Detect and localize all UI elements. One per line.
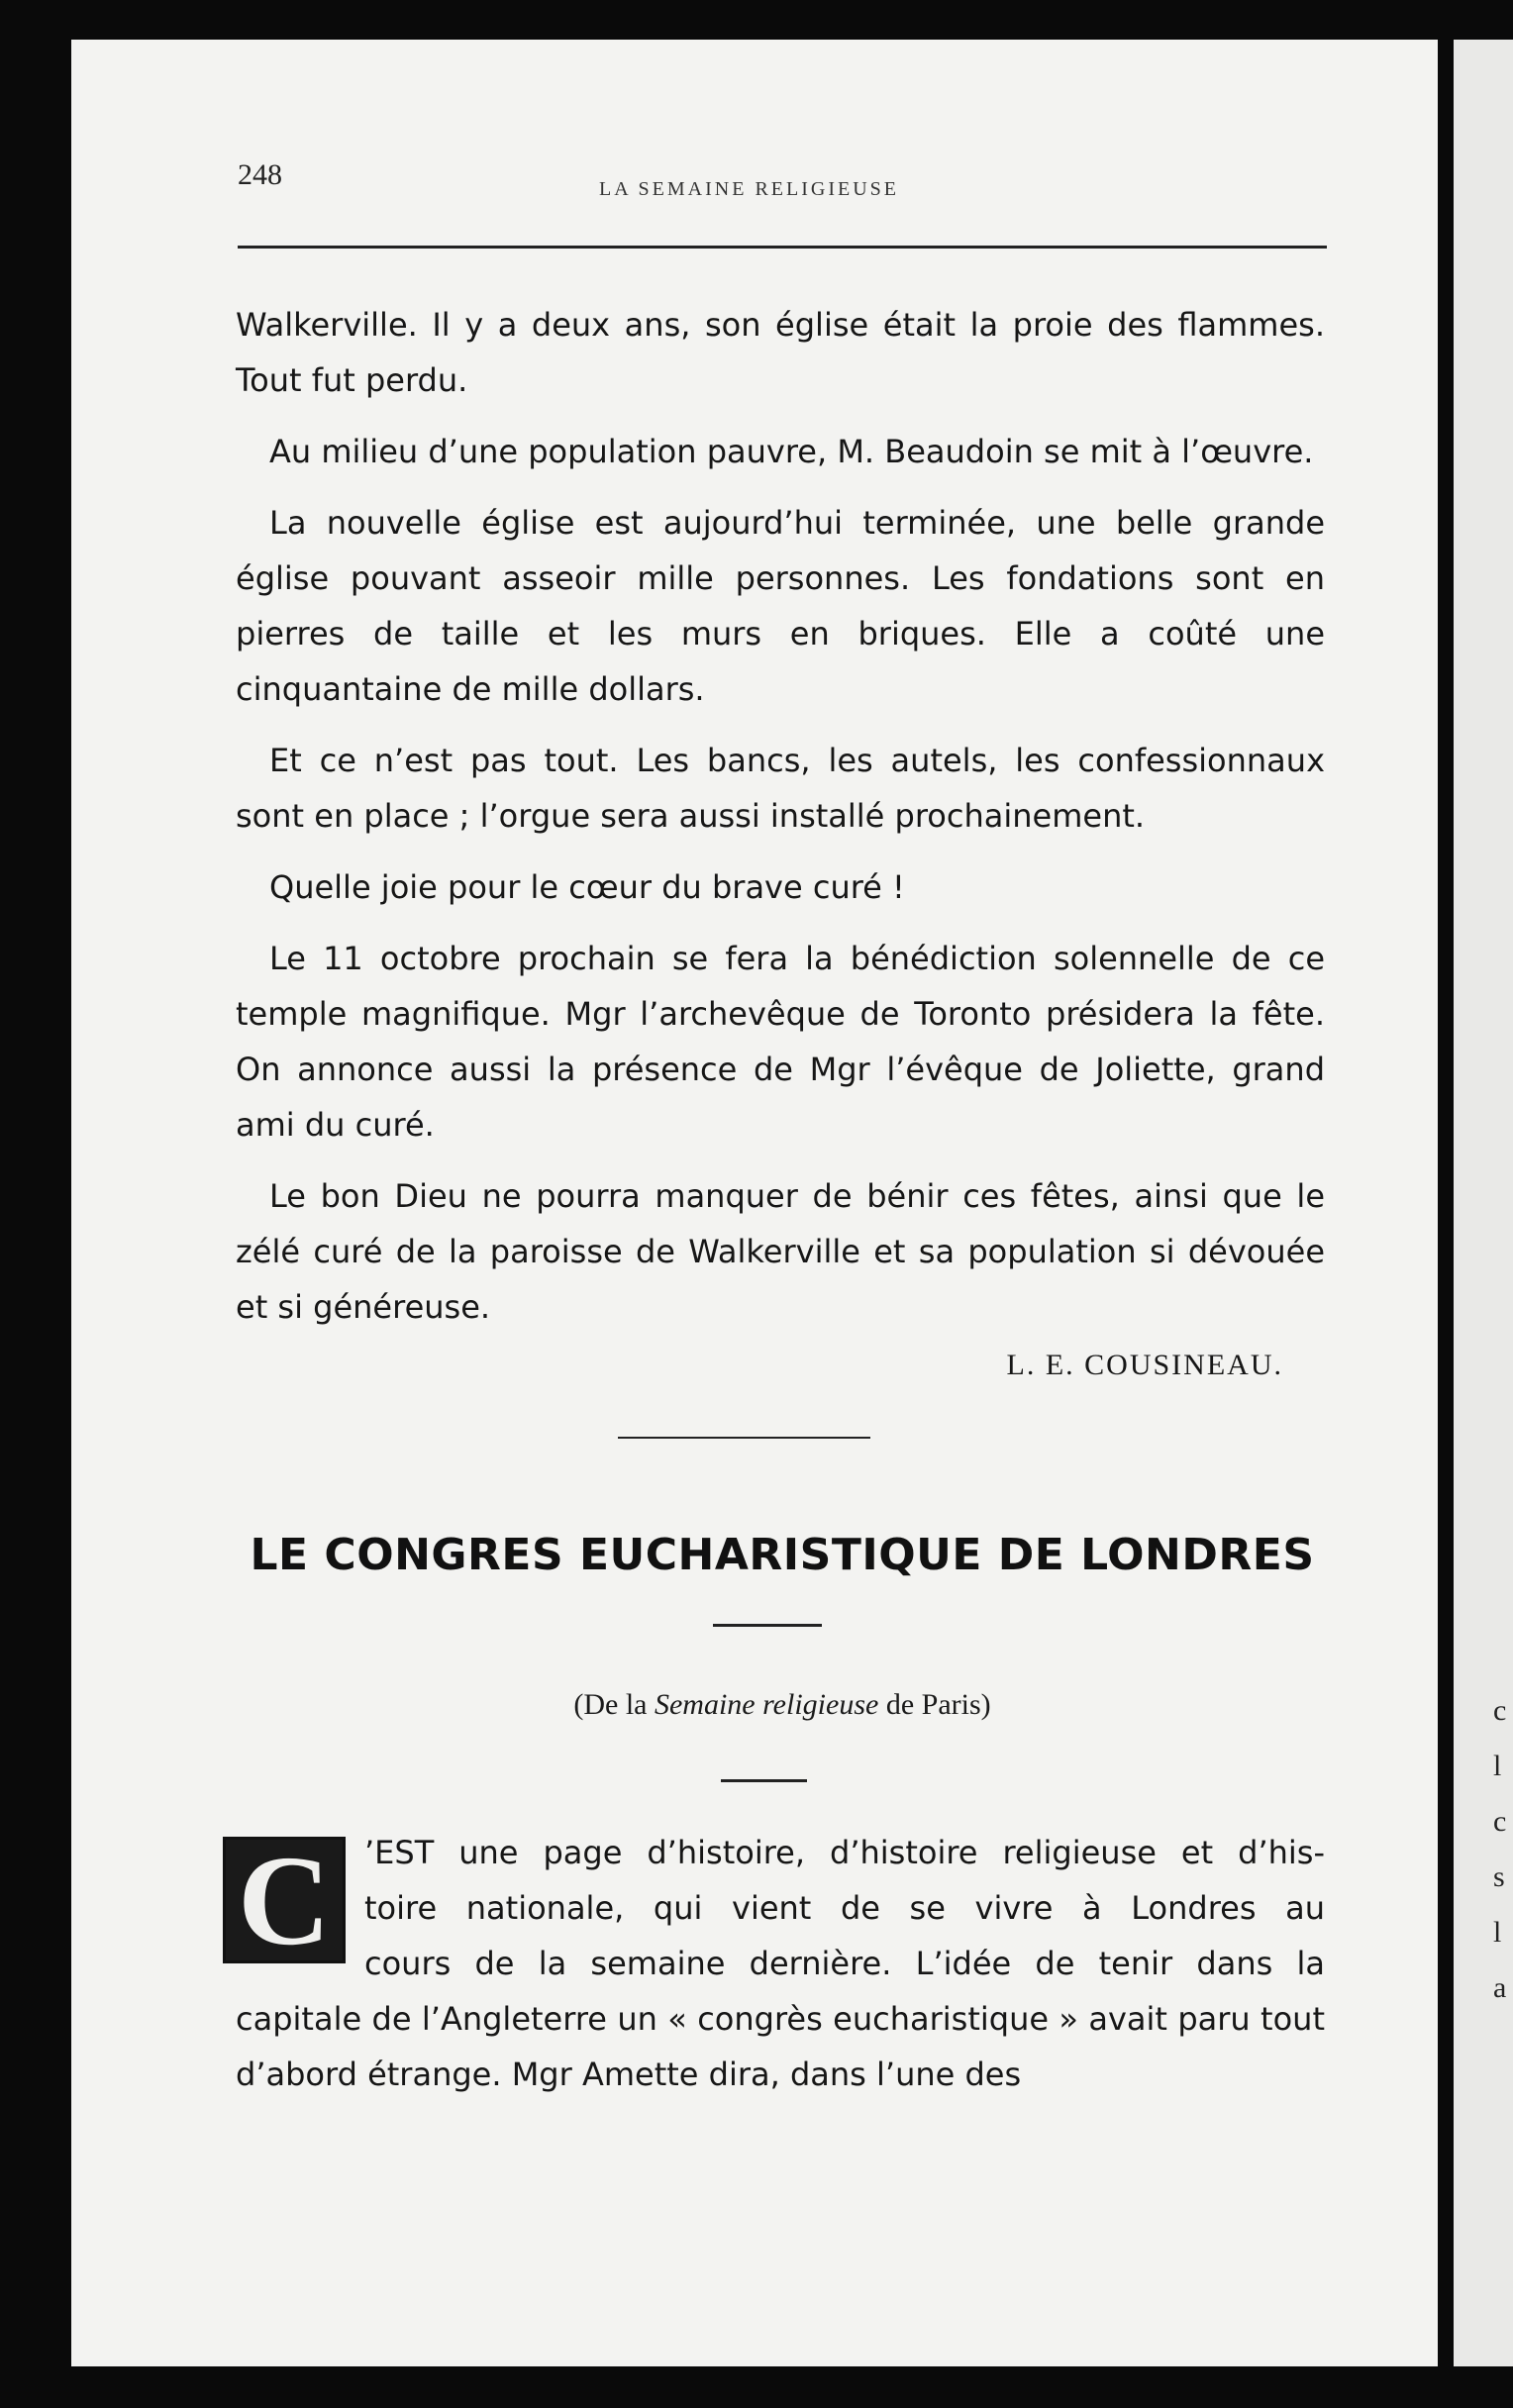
paragraph: Walkerville. Il y a deux ans, son église était la proie des flammes. Tout fut perdu. xyxy=(236,306,1325,399)
paragraph: Et ce n’est pas tout. Les bancs, les autels, les confessionnaux sont en place ; l’orgue sera aussi installé prochainement. xyxy=(236,742,1325,835)
drop-cap-letter: C xyxy=(238,1830,331,1972)
adjacent-page-text xyxy=(1493,1683,1506,2016)
header-rule xyxy=(238,246,1327,249)
article-title: LE CONGRES EUCHARISTIQUE DE LONDRES xyxy=(250,1530,1315,1580)
page-number: 248 xyxy=(238,158,282,191)
paragraph: Au milieu d’une population pauvre, M. Beaudoin se mit à l’œuvre. xyxy=(269,433,1314,470)
source-rule xyxy=(721,1779,807,1782)
adjacent-letter: s xyxy=(1493,1860,1505,1893)
paragraph: Le 11 octobre prochain se fera la bénédiction solennelle de ce temple magnifique. Mgr l’archevêque de Toronto présidera la fête. On annonce aussi la présence de Mgr l’évêque de Joliette, grand ami du curé. xyxy=(236,940,1325,1144)
lede-line: toire nationale, qui vient de se vivre à Londres au xyxy=(364,1889,1325,1927)
paragraph: La nouvelle église est aujourd’hui terminée, une belle grande église pouvant asseoir mille personnes. Les fondations sont en pierres de taille et les murs en briques. Elle a coûté une cinquantaine de mille dollars. xyxy=(236,504,1325,708)
adjacent-letter: l xyxy=(1493,1916,1502,1949)
source-publication: Semaine religieuse xyxy=(654,1688,879,1721)
lede-line: cours de la semaine dernière. L’idée de tenir dans la xyxy=(364,1945,1325,1982)
adjacent-letter: c xyxy=(1493,1694,1507,1727)
adjacent-letter: l xyxy=(1493,1750,1502,1782)
lede-text: capitale de l’Angleterre un « congrès eucharistique » avait paru tout d’abord étrange. Mgr Amette dira, dans l’une des xyxy=(236,2000,1325,2093)
source-suffix: de Paris) xyxy=(878,1688,991,1721)
running-head xyxy=(238,149,1327,198)
paragraph: Le bon Dieu ne pourra manquer de bénir ces fêtes, ainsi que le zélé curé de la paroisse de Walkerville et sa population si dévouée et si généreuse. xyxy=(236,1177,1325,1326)
source-prefix: (De la xyxy=(573,1688,655,1721)
source-credit xyxy=(238,1688,1327,1722)
author-signature: L. E. COUSINEAU. xyxy=(1006,1349,1283,1381)
section-separator xyxy=(618,1437,870,1439)
title-rule xyxy=(713,1624,822,1627)
article-continuation xyxy=(236,297,1325,1382)
adjacent-letter: c xyxy=(1493,1805,1507,1838)
article-lede xyxy=(236,1825,1325,2102)
journal-title: LA SEMAINE RELIGIEUSE xyxy=(599,178,899,200)
adjacent-page-edge xyxy=(1454,40,1513,2366)
lede-line: ’EST une page d’histoire, d’histoire religieuse et d’his- xyxy=(364,1834,1325,1871)
adjacent-letter: a xyxy=(1493,1971,1507,2004)
paragraph: Quelle joie pour le cœur du brave curé ! xyxy=(269,868,905,906)
